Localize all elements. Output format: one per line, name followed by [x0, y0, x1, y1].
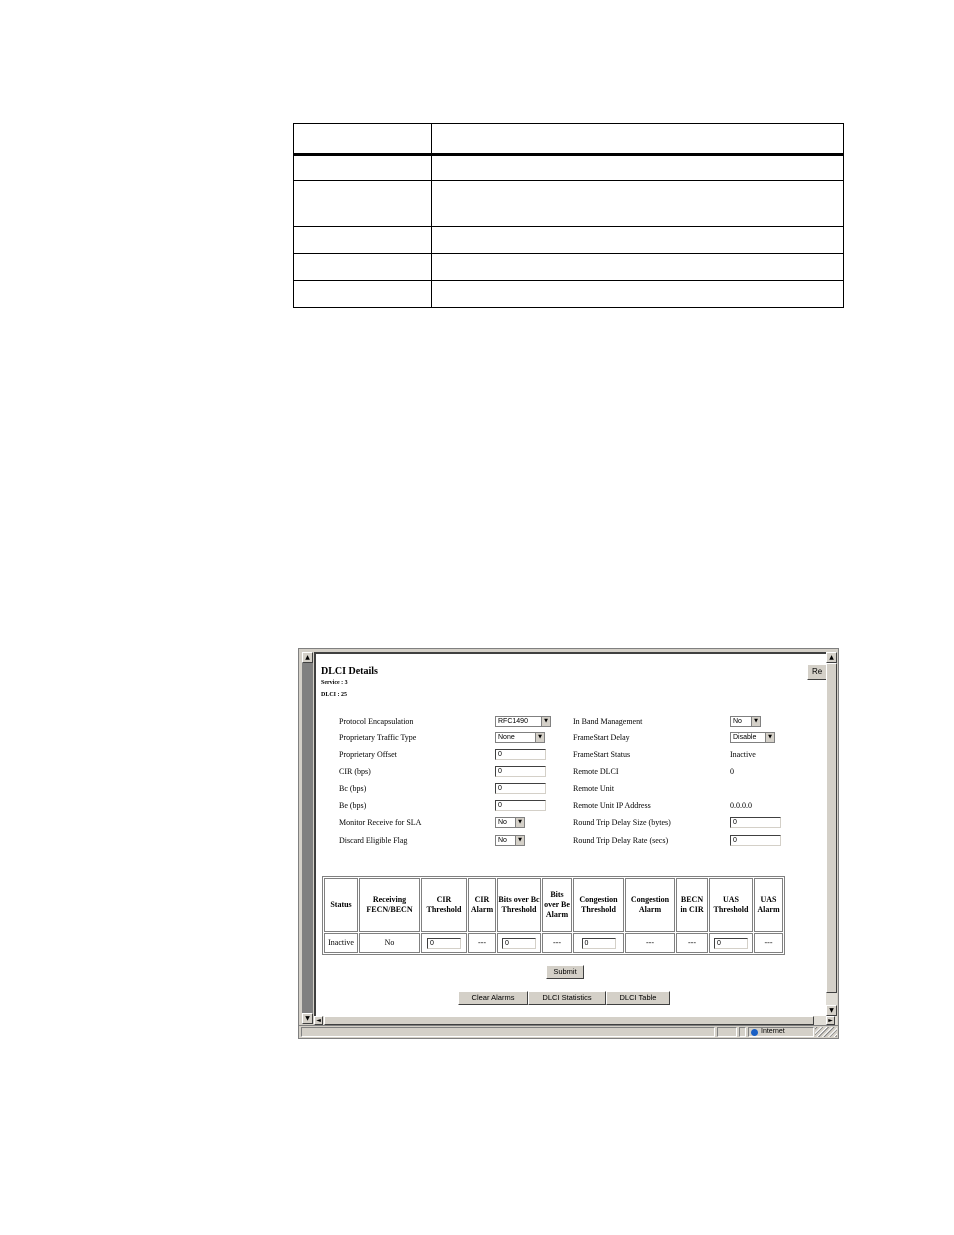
- select-value: None: [498, 734, 515, 741]
- dlci-label: DLCI : 25: [321, 692, 348, 698]
- dlci-statistics-button[interactable]: DLCI Statistics: [528, 991, 606, 1005]
- service-label: Service : 3: [321, 680, 348, 686]
- cell-bits-over-be-alarm: ---: [542, 933, 572, 953]
- select-value: RFC1490: [498, 718, 528, 725]
- left-frame-scrollbar[interactable]: [302, 652, 313, 1024]
- status-bar: [299, 1025, 838, 1038]
- proprietary-traffic-type-label: Proprietary Traffic Type: [339, 733, 417, 742]
- framestart-delay-select[interactable]: [730, 732, 775, 743]
- col-bits-over-bc-threshold: Bits over Bc Threshold: [497, 878, 541, 932]
- cell-congestion-alarm: ---: [625, 933, 675, 953]
- scroll-left-icon[interactable]: ◄: [314, 1016, 323, 1025]
- status-pane: [739, 1027, 746, 1037]
- congestion-threshold-input[interactable]: 0: [582, 938, 616, 949]
- scroll-right-icon[interactable]: ►: [826, 1016, 835, 1025]
- remote-unit-ip-label: Remote Unit IP Address: [573, 801, 651, 810]
- be-input[interactable]: 0: [495, 800, 546, 811]
- chevron-down-icon: ▼: [535, 733, 544, 742]
- zone-label: Internet: [761, 1028, 785, 1035]
- chevron-down-icon: ▼: [765, 733, 774, 742]
- top-table-row: [294, 181, 844, 227]
- remote-unit-label: Remote Unit: [573, 784, 615, 793]
- cell-uas-threshold: [709, 933, 753, 953]
- horizontal-scrollbar[interactable]: [314, 1016, 837, 1025]
- in-band-management-select[interactable]: [730, 716, 761, 727]
- top-table-row: [294, 281, 844, 308]
- vertical-scroll-thumb[interactable]: [826, 663, 837, 993]
- round-trip-delay-size-label: Round Trip Delay Size (bytes): [573, 818, 671, 827]
- col-congestion-threshold: Congestion Threshold: [573, 878, 624, 932]
- cell-uas-alarm: ---: [754, 933, 783, 953]
- remote-unit-ip-value: 0.0.0.0: [730, 801, 752, 810]
- clear-alarms-button[interactable]: Clear Alarms: [458, 991, 528, 1005]
- dlci-table-button[interactable]: DLCI Table: [606, 991, 670, 1005]
- table-row: [324, 933, 783, 953]
- cell-status: Inactive: [324, 933, 358, 953]
- chevron-down-icon: ▼: [515, 818, 524, 827]
- left-scroll-track[interactable]: [302, 663, 313, 1013]
- remote-dlci-label: Remote DLCI: [573, 767, 619, 776]
- col-receiving-fecn-becn: Receiving FECN/BECN: [359, 878, 420, 932]
- framestart-delay-label: FrameStart Delay: [573, 733, 630, 742]
- cell-cir-threshold: [421, 933, 467, 953]
- cir-threshold-input[interactable]: 0: [427, 938, 461, 949]
- scroll-up-icon[interactable]: ▲: [826, 652, 837, 663]
- refresh-button[interactable]: Re: [807, 664, 826, 680]
- globe-icon: [751, 1029, 758, 1036]
- scroll-down-icon[interactable]: ▼: [826, 1005, 837, 1016]
- col-cir-threshold: CIR Threshold: [421, 878, 467, 932]
- top-table: [293, 123, 844, 308]
- be-label: Be (bps): [339, 801, 367, 810]
- framestart-status-label: FrameStart Status: [573, 750, 631, 759]
- select-value: No: [733, 718, 742, 725]
- cell-congestion-threshold: [573, 933, 624, 953]
- submit-button[interactable]: Submit: [546, 965, 584, 979]
- chevron-down-icon: ▼: [515, 836, 524, 845]
- uas-threshold-input[interactable]: 0: [714, 938, 748, 949]
- round-trip-delay-rate-label: Round Trip Delay Rate (secs): [573, 836, 669, 845]
- round-trip-delay-rate-input[interactable]: 0: [730, 835, 781, 846]
- status-pane: [717, 1027, 737, 1037]
- protocol-encapsulation-select[interactable]: [495, 716, 551, 727]
- round-trip-delay-size-input[interactable]: 0: [730, 817, 781, 828]
- proprietary-offset-label: Proprietary Offset: [339, 750, 397, 759]
- status-text-pane: [301, 1027, 715, 1037]
- browser-window: [298, 648, 839, 1039]
- discard-eligible-flag-select[interactable]: [495, 835, 525, 846]
- monitor-receive-sla-label: Monitor Receive for SLA: [339, 818, 422, 827]
- cell-receiving: No: [359, 933, 420, 953]
- cir-input[interactable]: 0: [495, 766, 546, 777]
- col-uas-alarm: UAS Alarm: [754, 878, 783, 932]
- bc-label: Bc (bps): [339, 784, 367, 793]
- framestart-status-value: Inactive: [730, 750, 756, 759]
- proprietary-traffic-type-select[interactable]: [495, 732, 545, 743]
- col-bits-over-be-alarm: Bits over Be Alarm: [542, 878, 572, 932]
- col-congestion-alarm: Congestion Alarm: [625, 878, 675, 932]
- cell-cir-alarm: ---: [468, 933, 496, 953]
- monitor-receive-sla-select[interactable]: [495, 817, 525, 828]
- top-table-row: [294, 227, 844, 254]
- select-value: No: [498, 819, 507, 826]
- scroll-up-icon[interactable]: ▲: [302, 652, 313, 663]
- col-uas-threshold: UAS Threshold: [709, 878, 753, 932]
- proprietary-offset-input[interactable]: 0: [495, 749, 546, 760]
- bc-input[interactable]: 0: [495, 783, 546, 794]
- col-cir-alarm: CIR Alarm: [468, 878, 496, 932]
- cell-becn-in-cir: ---: [676, 933, 708, 953]
- horizontal-scroll-thumb[interactable]: [324, 1016, 814, 1025]
- top-table-header-row: [294, 124, 844, 155]
- threshold-table: [322, 876, 785, 955]
- scroll-down-icon[interactable]: ▼: [302, 1013, 313, 1024]
- cell-bits-over-bc-threshold: [497, 933, 541, 953]
- discard-eligible-flag-label: Discard Eligible Flag: [339, 836, 408, 845]
- select-value: No: [498, 837, 507, 844]
- select-value: Disable: [733, 734, 757, 741]
- in-band-management-label: In Band Management: [573, 717, 643, 726]
- chevron-down-icon: ▼: [751, 717, 760, 726]
- col-status: Status: [324, 878, 358, 932]
- bits-over-bc-threshold-input[interactable]: 0: [502, 938, 536, 949]
- cir-label: CIR (bps): [339, 767, 371, 776]
- page-content: [314, 652, 826, 1016]
- col-becn-in-cir: BECN in CIR: [676, 878, 708, 932]
- table-header-row: [324, 878, 783, 932]
- vertical-scrollbar[interactable]: [826, 652, 837, 1016]
- chevron-down-icon: ▼: [541, 717, 550, 726]
- top-table-row: [294, 155, 844, 181]
- top-table-row: [294, 254, 844, 281]
- page-title: DLCI Details: [321, 666, 378, 677]
- security-zone-pane: [748, 1027, 814, 1037]
- resize-grip-icon[interactable]: [815, 1027, 837, 1037]
- remote-dlci-value: 0: [730, 767, 734, 776]
- protocol-encapsulation-label: Protocol Encapsulation: [339, 717, 414, 726]
